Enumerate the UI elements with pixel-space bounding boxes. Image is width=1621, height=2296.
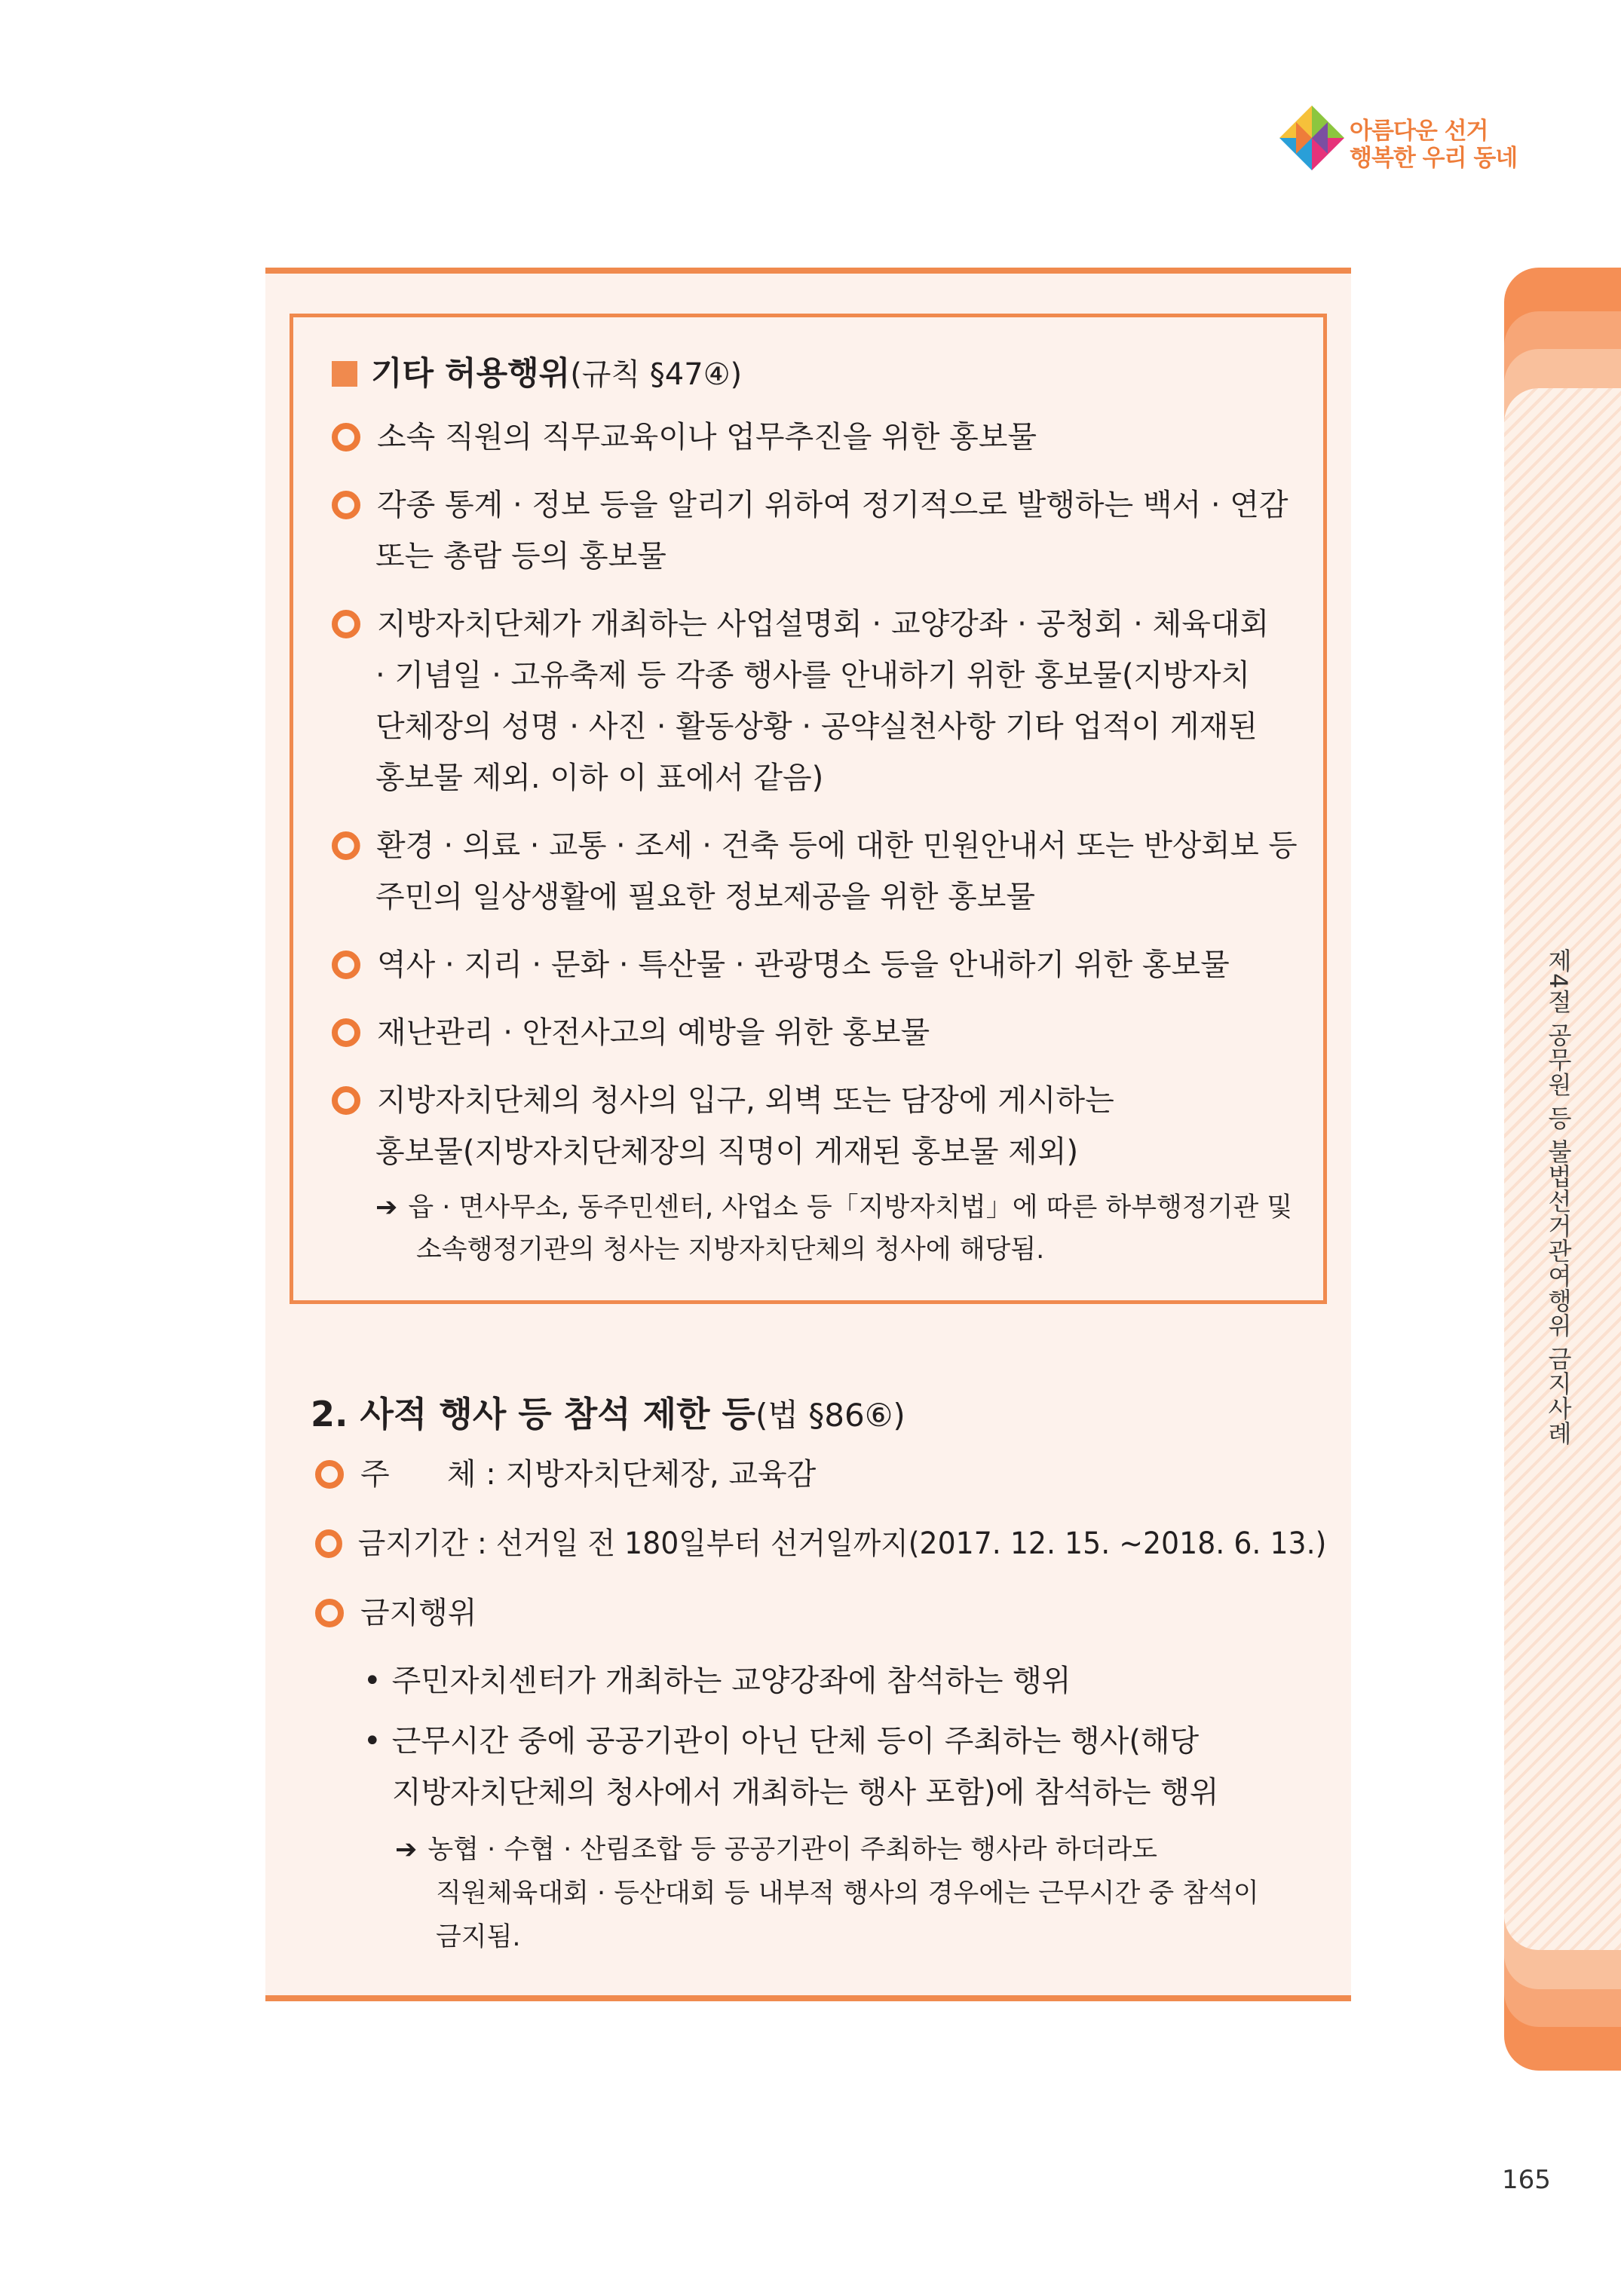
list-item: 지방자치단체의 청사의 입구, 외벽 또는 담장에 게시하는 (332, 1075, 1114, 1126)
ring-bullet-icon (332, 1018, 360, 1047)
list-item: • 근무시간 중에 공공기관이 아닌 단체 등이 주최하는 행사(해당 (363, 1716, 1199, 1767)
page-number: 165 (1502, 2165, 1551, 2195)
list-item: 지방자치단체가 개최하는 사업설명회 · 교양강좌 · 공청회 · 체육대회 (332, 598, 1269, 650)
dot-bullet-icon: • (363, 1664, 382, 1698)
box-note-continuation: 소속행정기관의 청사는 지방자치단체의 청사에 해당됨. (416, 1235, 1045, 1265)
list-item: 재난관리 · 안전사고의 예방을 위한 홍보물 (332, 1007, 930, 1058)
list-item-continuation: 주민의 일상생활에 필요한 정보제공을 위한 홍보물 (375, 880, 1036, 914)
logo-pinwheel-icon (1278, 104, 1346, 172)
square-bullet-icon (332, 361, 357, 387)
list-item-continuation: · 기념일 · 고유축제 등 각종 행사를 안내하기 위한 홍보물(지방자치 (375, 658, 1251, 693)
section-note-continuation: 금지됨. (436, 1922, 521, 1952)
list-item-continuation: 홍보물 제외. 이하 이 표에서 같음) (375, 761, 824, 795)
section-title: 2. 사적 행사 등 참석 제한 등(법 §86⑥) (311, 1394, 905, 1434)
logo-text-line1: 아름다운 선거 (1350, 118, 1488, 145)
section-subject: 주 체 : 지방자치단체장, 교육감 (315, 1449, 816, 1500)
section-note: ➔ 농협 · 수협 · 산림조합 등 공공기관이 주최하는 행사라 하더라도 (395, 1835, 1157, 1865)
arrow-right-icon: ➔ (375, 1192, 398, 1223)
list-item: 역사 · 지리 · 문화 · 특산물 · 관광명소 등을 안내하기 위한 홍보물 (332, 939, 1230, 990)
list-item: • 주민자치센터가 개최하는 교양강좌에 참석하는 행위 (363, 1655, 1071, 1707)
ring-bullet-icon (332, 951, 360, 979)
ring-bullet-icon (315, 1529, 342, 1558)
dot-bullet-icon: • (363, 1724, 382, 1759)
list-item: 각종 통계 · 정보 등을 알리기 위하여 정기적으로 발행하는 백서 · 연감 (332, 479, 1289, 531)
list-item-continuation: 단체장의 성명 · 사진 · 활동상황 · 공약실천사항 기타 업적이 게재된 (375, 709, 1258, 744)
ring-bullet-icon (332, 491, 360, 519)
section-note-continuation: 직원체육대회 · 등산대회 등 내부적 행사의 경우에는 근무시간 중 참석이 (436, 1878, 1259, 1909)
ring-bullet-icon (332, 423, 360, 452)
list-item-continuation: 지방자치단체의 청사에서 개최하는 행사 포함)에 참석하는 행위 (392, 1775, 1219, 1810)
box-heading: 기타 허용행위(규칙 §47④) (332, 348, 742, 394)
list-item-continuation: 홍보물(지방자치단체장의 직명이 게재된 홍보물 제외) (375, 1134, 1079, 1169)
chapter-side-title: 제4절 공무원 등 불법선거관여행위 금지사례 (1544, 948, 1573, 1446)
ring-bullet-icon (315, 1460, 344, 1489)
ring-bullet-icon (315, 1599, 344, 1627)
list-item: 소속 직원의 직무교육이나 업무추진을 위한 홍보물 (332, 412, 1037, 463)
list-item-continuation: 또는 총람 등의 홍보물 (375, 539, 666, 574)
logo-text-line2: 행복한 우리 동네 (1350, 145, 1518, 172)
list-item: 환경 · 의료 · 교통 · 조세 · 건축 등에 대한 민원안내서 또는 반상회보 등 (332, 820, 1298, 871)
logo (1278, 104, 1518, 172)
section-period: 금지기간 : 선거일 전 180일부터 선거일까지(2017. 12. 15. ~2018. 6. 13.) (315, 1518, 1326, 1569)
ring-bullet-icon (332, 831, 360, 860)
ring-bullet-icon (332, 1086, 360, 1115)
arrow-right-icon: ➔ (395, 1835, 418, 1865)
ring-bullet-icon (332, 610, 360, 638)
box-note: ➔ 읍 · 면사무소, 동주민센터, 사업소 등「지방자치법」에 따른 하부행정기관 및 (375, 1192, 1293, 1223)
section-acts-label: 금지행위 (315, 1587, 477, 1639)
